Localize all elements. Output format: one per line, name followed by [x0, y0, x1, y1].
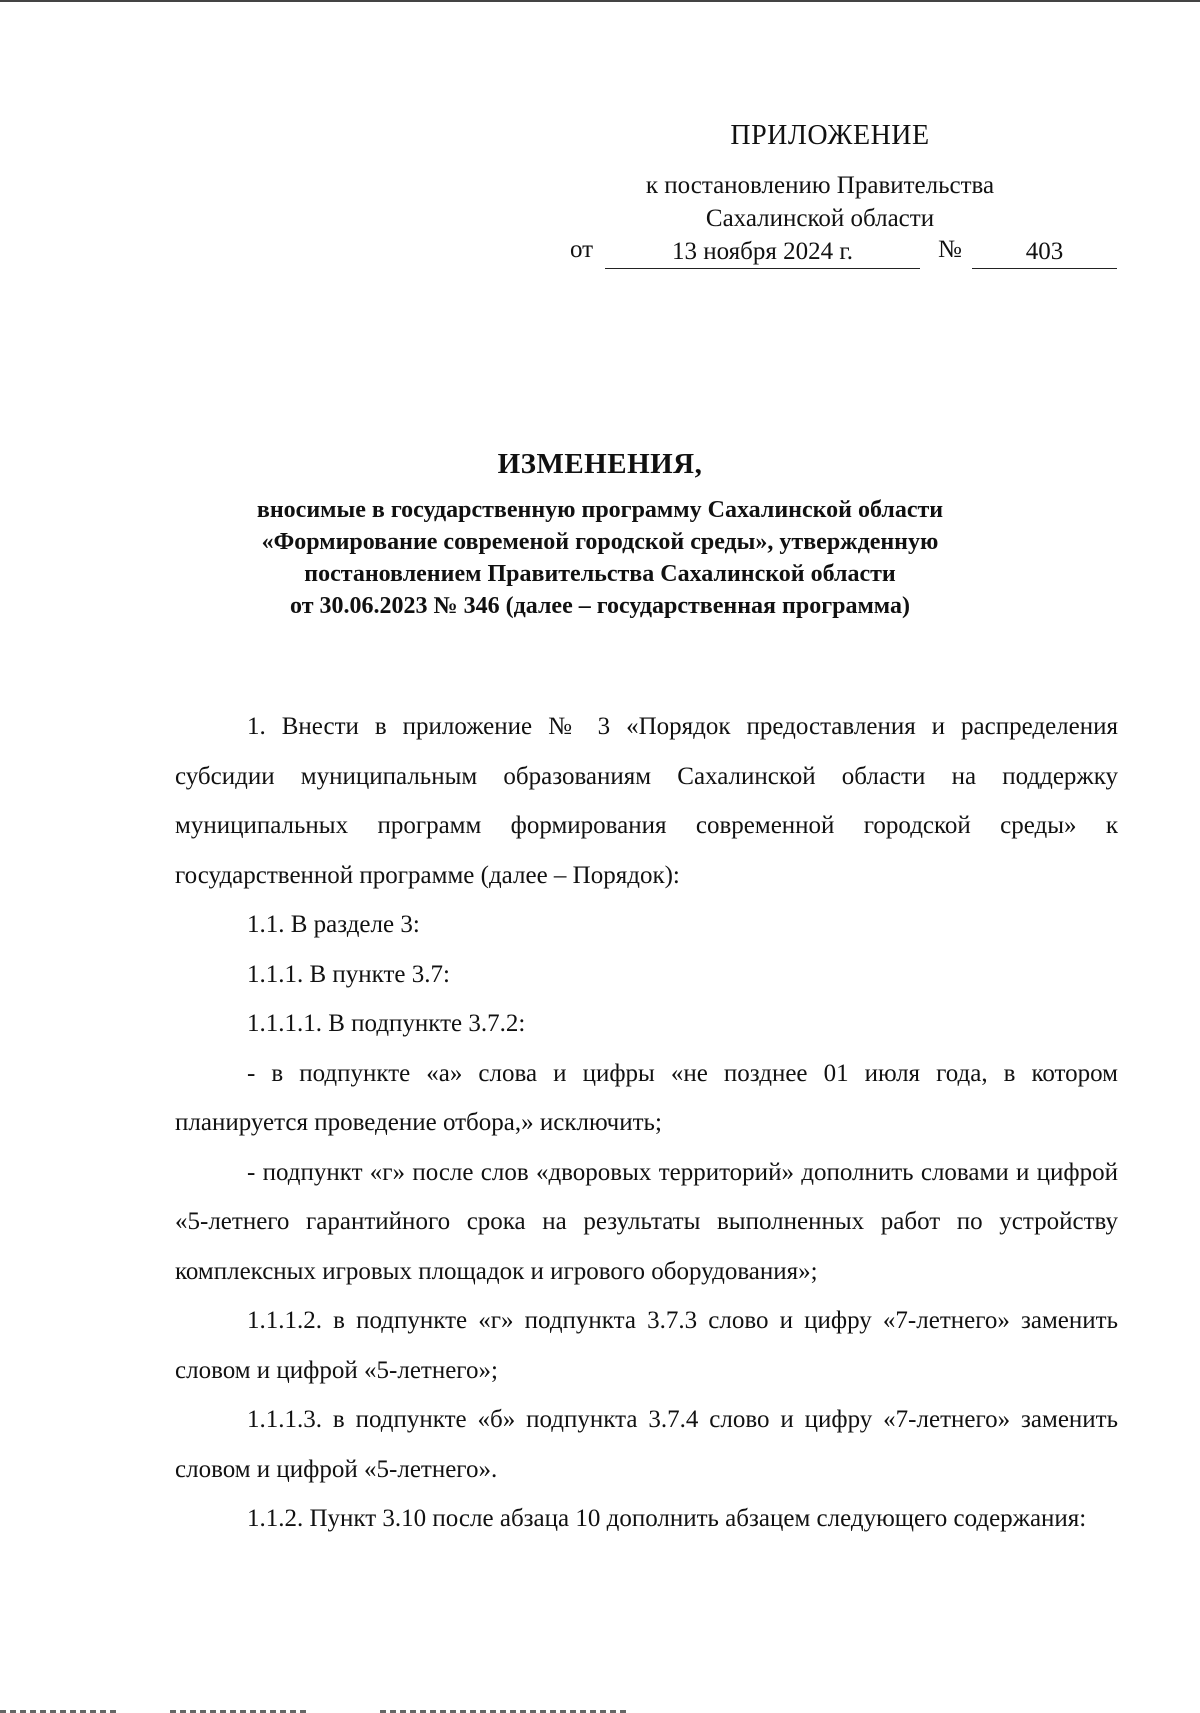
- body-paragraph: 1.1.1. В пункте 3.7:: [247, 960, 450, 988]
- decree-number: 403: [972, 236, 1117, 269]
- body-paragraph: 1.1.2. Пункт 3.10 после абзаца 10 дополнить абзацем следующего содержания:: [247, 1505, 1087, 1532]
- appendix-decree-line-2: Сахалинской области: [705, 205, 935, 232]
- body-paragraph: 1.1.1.2. в подпункте «г» подпункта 3.7.3 слово и цифру «7-летнего» заменить словом и цифрой «5-летнего»;: [175, 1307, 1118, 1384]
- document-subtitle: [180, 494, 1020, 622]
- body-paragraph: 1.1.1.3. в подпункте «б» подпункта 3.7.4 слово и цифру «7-летнего» заменить словом и цифрой «5-летнего».: [175, 1406, 1118, 1483]
- body-paragraph: 1.1.1.1. В подпункте 3.7.2:: [247, 1010, 526, 1037]
- document-heading: ИЗМЕНЕНИЯ,: [497, 448, 703, 480]
- subtitle-line: от 30.06.2023 № 346 (далее – государственная программа): [290, 593, 910, 619]
- body-paragraph: 1.1. В разделе 3:: [247, 911, 420, 938]
- appendix-decree-line-1: к постановлению Правительства: [645, 172, 995, 199]
- decree-date-row: [560, 236, 1120, 270]
- subtitle-line: вносимые в государственную программу Сахалинской области: [256, 497, 944, 523]
- number-label: №: [938, 236, 962, 263]
- scan-top-edge: [0, 0, 1200, 2]
- appendix-title: ПРИЛОЖЕНИЕ: [730, 120, 930, 151]
- decree-date: 13 ноября 2024 г.: [605, 236, 920, 269]
- document-body: [175, 702, 1118, 1544]
- body-paragraph: - подпункт «г» после слов «дворовых территорий» дополнить словами и цифрой «5-летнего гарантийного срока на результаты выполненных работ по устройству комплексных игровых площадок и игрового оборудования»;: [175, 1158, 1118, 1285]
- from-label: от: [570, 236, 594, 263]
- subtitle-line: «Формирование современой городской среды», утвержденную: [261, 529, 939, 555]
- body-paragraph: - в подпункте «а» слова и цифры «не позднее 01 июля года, в котором планируется проведение отбора,» исключить;: [175, 1059, 1118, 1136]
- subtitle-line: постановлением Правительства Сахалинской области: [304, 561, 896, 587]
- body-paragraph: 1. Внести в приложение № 3 «Порядок предоставления и распределения субсидии муниципальным образованиям Сахалинской области на поддержку муниципальных программ формирования современной городской среды» к государственной программе (далее – Порядок):: [175, 713, 1118, 889]
